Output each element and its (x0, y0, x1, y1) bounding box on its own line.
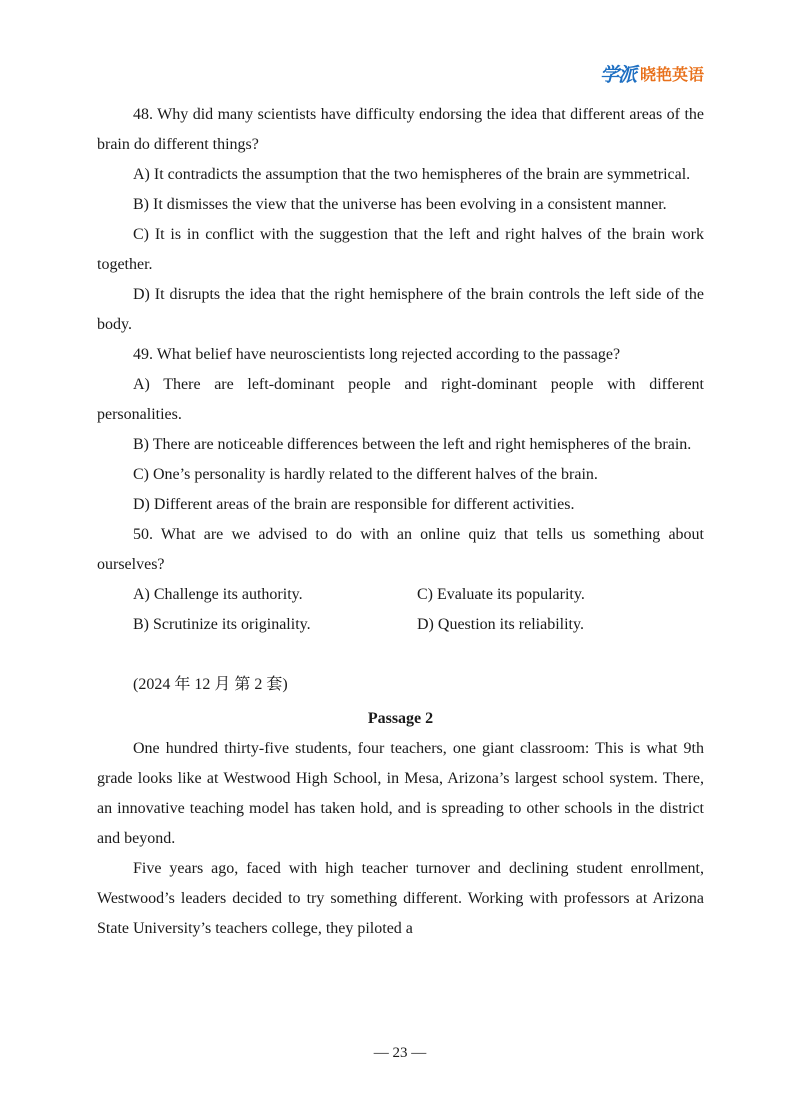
page-content (97, 100, 704, 944)
logo-text: 晓艳英语 (639, 65, 704, 84)
source-note: (2024 年 12 月 第 2 套) (133, 676, 288, 693)
question-49-option-b: B) There are noticeable differences between the left and right hemispheres of the brain. (133, 436, 692, 453)
question-50-options-row-2 (97, 610, 704, 640)
question-48-stem: 48. Why did many scientists have difficulty endorsing the idea that different areas of the brain do different things? (97, 106, 704, 153)
passage-title: Passage 2 (367, 710, 434, 727)
logo-mark: 学派 (599, 64, 636, 86)
question-49-option-c: C) One’s personality is hardly related to the different halves of the brain. (133, 466, 598, 483)
question-50-option-c: C) Evaluate its popularity. (417, 586, 585, 603)
publisher-logo (600, 60, 704, 87)
question-50-option-a: A) Challenge its authority. (133, 586, 303, 603)
passage-paragraph-2: Five years ago, faced with high teacher turnover and declining student enrollment, Westwood’s leaders decided to try something different. Working with professors at Arizona State University’s teachers college, they piloted a (97, 860, 704, 937)
passage-paragraph-1: One hundred thirty-five students, four teachers, one giant classroom: This is what 9th grade looks like at Westwood High School, in Mesa, Arizona’s largest school system. There, an innovative teaching model has taken hold, and is spreading to other schools in the district and beyond. (97, 740, 704, 847)
question-50-option-b: B) Scrutinize its originality. (133, 616, 311, 633)
question-48-option-d: D) It disrupts the idea that the right hemisphere of the brain controls the left side of the body. (97, 286, 704, 333)
page-number: — 23 — (373, 1045, 427, 1061)
question-50-option-d: D) Question its reliability. (417, 616, 584, 633)
question-50-options-row-1 (97, 580, 704, 610)
question-48-option-b: B) It dismisses the view that the universe has been evolving in a consistent manner. (133, 196, 667, 213)
question-50-stem: 50. What are we advised to do with an online quiz that tells us something about ourselves? (97, 526, 704, 573)
question-49-option-d: D) Different areas of the brain are responsible for different activities. (133, 496, 575, 513)
question-49-stem: 49. What belief have neuroscientists long rejected according to the passage? (133, 346, 621, 363)
question-48-option-a: A) It contradicts the assumption that the two hemispheres of the brain are symmetrical. (133, 166, 691, 183)
question-48-option-c: C) It is in conflict with the suggestion that the left and right halves of the brain work together. (97, 226, 704, 273)
question-49-option-a: A) There are left-dominant people and right-dominant people with different personalities. (97, 376, 704, 423)
